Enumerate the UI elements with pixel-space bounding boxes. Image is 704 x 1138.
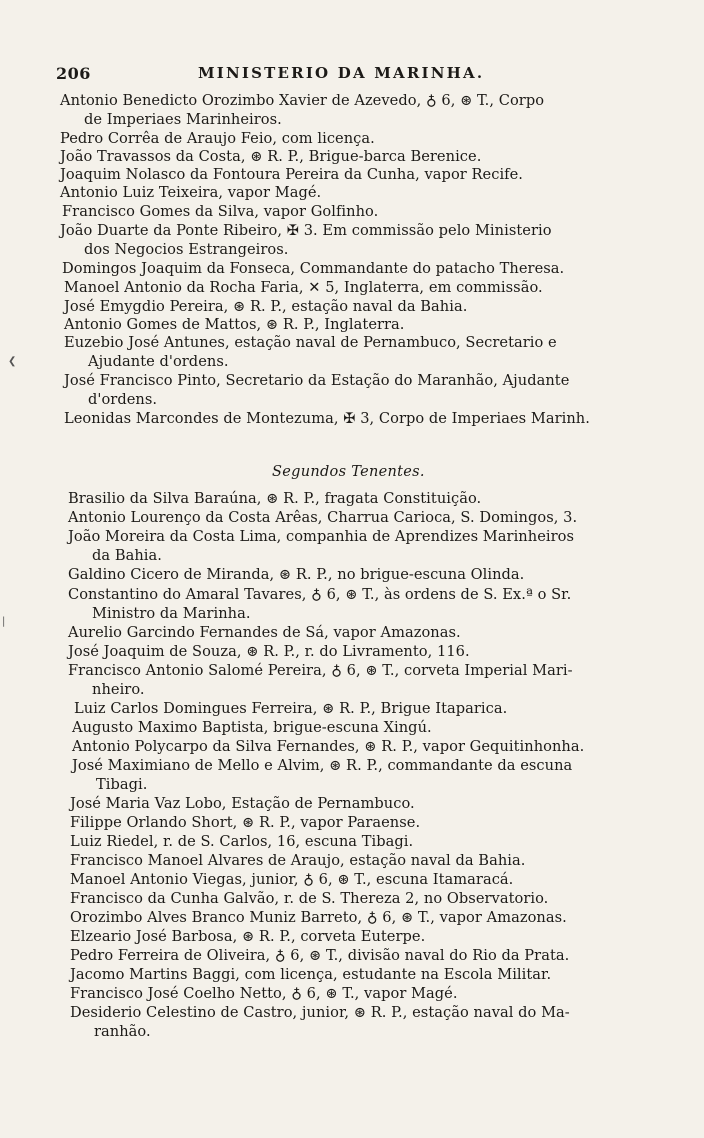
entry-line: Francisco Gomes da Silva, vapor Golfinho.: [62, 203, 379, 220]
entry: [60, 148, 481, 167]
entry: [64, 410, 590, 429]
entry-line: Leonidas Marcondes de Montezuma, ✠ 3, Corpo de Imperiaes Marinh.: [64, 410, 590, 427]
entry-line: Manoel Antonio Viegas, junior, ♁ 6, ⊛ T., escuna Itamaracá.: [70, 871, 514, 888]
entry-continuation: dos Negocios Estrangeiros.: [84, 240, 289, 258]
entry: [70, 966, 551, 985]
entry: [72, 757, 572, 794]
entry: [64, 316, 405, 335]
entry-line: José Emygdio Pereira, ⊛ R. P., estação naval da Bahia.: [64, 298, 468, 315]
entry: [60, 184, 321, 203]
entry: [70, 852, 525, 871]
entry-line: Antonio Lourenço da Costa Arêas, Charrua Carioca, S. Domingos, 3.: [68, 509, 578, 526]
entry-continuation: d'ordens.: [88, 390, 158, 408]
entry: [68, 662, 573, 699]
entry: [60, 166, 523, 185]
entry-line: Desiderio Celestino de Castro, junior, ⊛ R. P., estação naval do Ma-: [70, 1004, 570, 1021]
entry: [70, 985, 458, 1004]
entry-line: Luiz Carlos Domingues Ferreira, ⊛ R. P., Brigue Itaparica.: [74, 700, 508, 717]
margin-mark: ❮: [8, 356, 17, 367]
entry: [68, 586, 571, 623]
entry: [60, 222, 552, 259]
entry-line: Jacomo Martins Baggi, com licença, estudante na Escola Militar.: [70, 966, 552, 983]
entry: [68, 528, 574, 565]
entry-line: Constantino do Amaral Tavares, ♁ 6, ⊛ T., às ordens de S. Ex.ª o Sr.: [68, 586, 572, 603]
entry-line: Galdino Cicero de Miranda, ⊛ R. P., no brigue-escuna Olinda.: [68, 566, 525, 583]
entry: [70, 909, 567, 928]
entry-line: Manoel Antonio da Rocha Faria, ✕ 5, Inglaterra, em commissão.: [64, 279, 543, 296]
entry: [70, 795, 415, 814]
entry-line: Luiz Riedel, r. de S. Carlos, 16, escuna Tibagi.: [70, 833, 414, 850]
entry-line: Francisco Antonio Salomé Pereira, ♁ 6, ⊛ T., corveta Imperial Mari-: [68, 662, 573, 679]
entry: [68, 624, 461, 643]
entry-line: Domingos Joaquim da Fonseca, Commandante do patacho Theresa.: [62, 260, 565, 277]
entry-line: José Joaquim de Souza, ⊛ R. P., r. do Livramento, 116.: [68, 643, 470, 660]
entry: [72, 719, 432, 738]
entry: [74, 700, 507, 719]
entry: [68, 643, 470, 662]
entry: [60, 92, 544, 129]
entry: [72, 738, 584, 757]
entry-line: José Maximiano de Mello e Alvim, ⊛ R. P., commandante da escuna: [72, 757, 573, 774]
entry-line: Francisco José Coelho Netto, ♁ 6, ⊛ T., vapor Magé.: [70, 985, 458, 1002]
entry-line: João Duarte da Ponte Ribeiro, ✠ 3. Em commissão pelo Ministerio: [60, 222, 552, 239]
entry: [64, 279, 543, 298]
entry: [70, 814, 420, 833]
entry-line: Brasilio da Silva Baraúna, ⊛ R. P., fragata Constituição.: [68, 490, 482, 507]
running-title: MINISTERIO DA MARINHA.: [198, 64, 485, 82]
entry-continuation: Ministro da Marinha.: [92, 604, 251, 622]
entry-line: Antonio Gomes de Mattos, ⊛ R. P., Inglaterra.: [64, 316, 405, 333]
entry-line: Orozimbo Alves Branco Muniz Barreto, ♁ 6, ⊛ T., vapor Amazonas.: [70, 909, 567, 926]
entry-line: Antonio Polycarpo da Silva Fernandes, ⊛ R. P., vapor Gequitinhonha.: [72, 738, 585, 755]
entry-line: José Maria Vaz Lobo, Estação de Pernambuco.: [70, 795, 415, 812]
entry-line: João Moreira da Costa Lima, companhia de Aprendizes Marinheiros: [68, 528, 574, 545]
entry-continuation: Tibagi.: [96, 775, 148, 793]
entry-continuation: da Bahia.: [92, 546, 162, 564]
page-number: 206: [56, 64, 91, 83]
entry-line: Joaquim Nolasco da Fontoura Pereira da Cunha, vapor Recife.: [60, 166, 523, 183]
entry-continuation: de Imperiaes Marinheiros.: [84, 110, 282, 128]
entry-line: Antonio Benedicto Orozimbo Xavier de Azevedo, ♁ 6, ⊛ T., Corpo: [60, 92, 545, 109]
entry: [68, 509, 577, 528]
entry: [64, 334, 557, 371]
entry-line: Antonio Luiz Teixeira, vapor Magé.: [60, 184, 322, 201]
entry-continuation: nheiro.: [92, 680, 145, 698]
entry-continuation: Ajudante d'ordens.: [88, 352, 229, 370]
entry-line: Elzeario José Barbosa, ⊛ R. P., corveta Euterpe.: [70, 928, 426, 945]
entry: [68, 490, 481, 509]
entry-line: Filippe Orlando Short, ⊛ R. P., vapor Paraense.: [70, 814, 421, 831]
entry-line: Pedro Ferreira de Oliveira, ♁ 6, ⊛ T., divisão naval do Rio da Prata.: [70, 947, 570, 964]
entry: [70, 871, 513, 890]
entry: [70, 890, 548, 909]
entry: [60, 130, 375, 149]
entry: [70, 1004, 570, 1041]
entry-line: Augusto Maximo Baptista, brigue-escuna Xingú.: [72, 719, 432, 736]
entry: [62, 203, 378, 222]
entry-line: Pedro Corrêa de Araujo Feio, com licença.: [60, 130, 375, 147]
entry-line: José Francisco Pinto, Secretario da Estação do Maranhão, Ajudante: [64, 372, 570, 389]
entry-continuation: ranhão.: [94, 1022, 151, 1040]
entry-line: Euzebio José Antunes, estação naval de Pernambuco, Secretario e: [64, 334, 557, 351]
entry-line: João Travassos da Costa, ⊛ R. P., Brigue-barca Berenice.: [60, 148, 482, 165]
entry: [64, 298, 467, 317]
entry-line: Francisco Manoel Alvares de Araujo, estação naval da Bahia.: [70, 852, 526, 869]
entry: [68, 566, 524, 585]
entry: [70, 947, 569, 966]
entry: [70, 928, 425, 947]
entry: [62, 260, 564, 279]
entry-line: Francisco da Cunha Galvão, r. de S. Thereza 2, no Observatorio.: [70, 890, 549, 907]
entry: [70, 833, 413, 852]
margin-mark: |: [2, 616, 6, 627]
section-heading: Segundos Tenentes.: [272, 464, 425, 480]
entry-line: Aurelio Garcindo Fernandes de Sá, vapor Amazonas.: [68, 624, 461, 641]
entry: [64, 372, 569, 409]
page-header: [56, 64, 496, 86]
